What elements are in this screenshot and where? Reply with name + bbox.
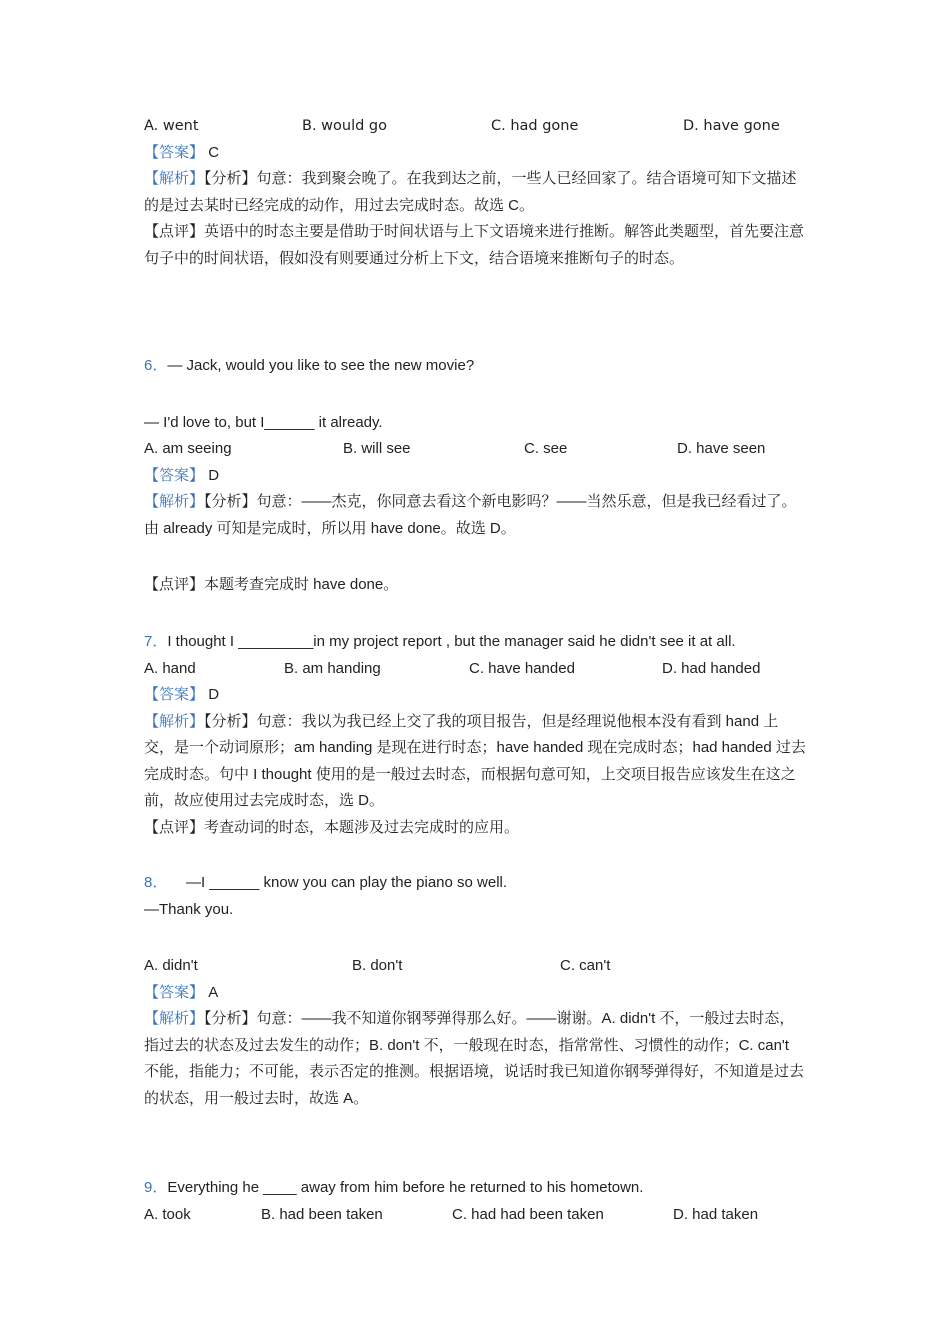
q7-prompt-line [144,629,806,656]
analysis-text: 【分析】句意：我到聚会晚了。在我到达之前，一些人已经回家了。结合语境可知下文描述的是过去某时已经完成的动作，用过去完成时态。故选 C。 [144,170,797,214]
question-number: 8． [144,874,168,891]
analysis-tag: 【解析】 [144,1010,205,1027]
q9-option-b: B. had been taken [261,1205,383,1223]
q5-option-a: A. went [144,118,199,134]
q6-option-a: A. am seeing [144,440,232,457]
q5-comment: 【点评】英语中的时态主要是借助于时间状语与上下文语境来进行推断。解答此类题型，首先要注意句子中的时间状语，假如没有则要通过分析上下文，结合语境来推断句子的时态。 [144,223,805,267]
q8-reply: —Thank you. [144,900,234,918]
question-8 [144,870,806,1112]
q7-option-d: D. had handed [662,659,761,677]
question-6 [144,353,806,599]
q7-option-b: B. am handing [284,659,381,677]
q9-options [144,1202,806,1229]
q7-option-c: C. have handed [469,659,575,677]
q6-reply: — I'd love to, but I______ it already. [144,413,383,431]
q6-option-c: C. see [524,440,568,457]
q6-option-d: D. have seen [677,440,766,457]
q7-analysis [144,709,806,815]
answer-value: A [208,983,219,1001]
q7-comment: 【点评】考查动词的时态，本题涉及过去完成时的应用。 [144,818,520,836]
answer-tag: 【答案】 [144,466,205,484]
analysis-tag: 【解析】 [144,493,205,510]
q5-option-b: B. would go [302,118,388,134]
q5-analysis [144,166,806,219]
q8-options [144,953,806,980]
q8-option-a: A. didn't [144,957,198,974]
question-prompt: — Jack, would you like to see the new movie? [167,357,475,374]
analysis-text: 【分析】句意：——我不知道你钢琴弹得那么好。——谢谢。A. didn't 不，一般过去时态，指过去的状态及过去发生的动作；B. don't 不，一般现在时态，指常常性、习惯性的动作；C. can't 不能，指能力；不可能，表示否定的推测。根据语境，说话时我已知道你钢琴弹得好，不知道是过去的状态，用一般过去时，故选 A。 [144,1010,805,1107]
answer-value: D [208,686,220,703]
answer-value: D [208,466,220,484]
q6-analysis [144,489,806,542]
answer-tag: 【答案】 [144,686,205,703]
analysis-tag: 【解析】 [144,170,205,187]
question-prompt: Everything he ____ away from him before he returned to his hometown. [167,1179,644,1196]
q6-options [144,436,806,463]
q9-option-d: D. had taken [673,1205,759,1223]
q8-prompt-line [144,870,806,897]
q9-prompt-line [144,1175,806,1202]
answer-tag: 【答案】 [144,983,205,1001]
q9-option-a: A. took [144,1205,191,1223]
question-number: 7． [144,633,168,650]
question-5 [144,113,806,272]
q6-comment: 【点评】本题考查完成时 have done。 [144,576,399,593]
q7-answer [144,682,806,709]
q5-option-d: D. have gone [683,118,780,134]
answer-value: C [208,143,220,161]
q6-answer [144,463,806,490]
q5-answer [144,140,806,167]
question-7 [144,629,806,841]
q8-option-b: B. don't [352,957,403,974]
q7-option-a: A. hand [144,659,196,677]
question-number: 9． [144,1179,168,1196]
q9-option-c: C. had had been taken [452,1205,604,1223]
question-number: 6． [144,357,168,374]
q8-analysis [144,1006,806,1112]
question-prompt: I thought I _________in my project report , but the manager said he didn't see it at all. [167,633,736,650]
question-9 [144,1175,806,1228]
q7-options [144,656,806,683]
analysis-tag: 【解析】 [144,712,205,730]
q8-option-c: C. can't [560,957,611,974]
q6-option-b: B. will see [343,440,411,457]
question-prompt: —I ______ know you can play the piano so well. [186,874,508,891]
q6-prompt-line [144,353,806,380]
q5-option-c: C. had gone [491,118,579,134]
q8-answer [144,980,806,1007]
analysis-text: 【分析】句意：我以为我已经上交了我的项目报告，但是经理说他根本没有看到 hand 上交，是一个动词原形；am handing 是现在进行时态；have handed 现在完成时态；had handed 过去完成时态。句中 I thought 使用的是一般过去时态，而根据句意可知，上交项目报告应该发生在这之前，故应使用过去完成时态，选 D。 [144,712,806,809]
q5-options [144,113,806,140]
analysis-text: 【分析】句意：——杰克，你同意去看这个新电影吗？——当然乐意，但是我已经看过了。由 already 可知是完成时，所以用 have done。故选 D。 [144,493,797,537]
answer-tag: 【答案】 [144,143,205,161]
